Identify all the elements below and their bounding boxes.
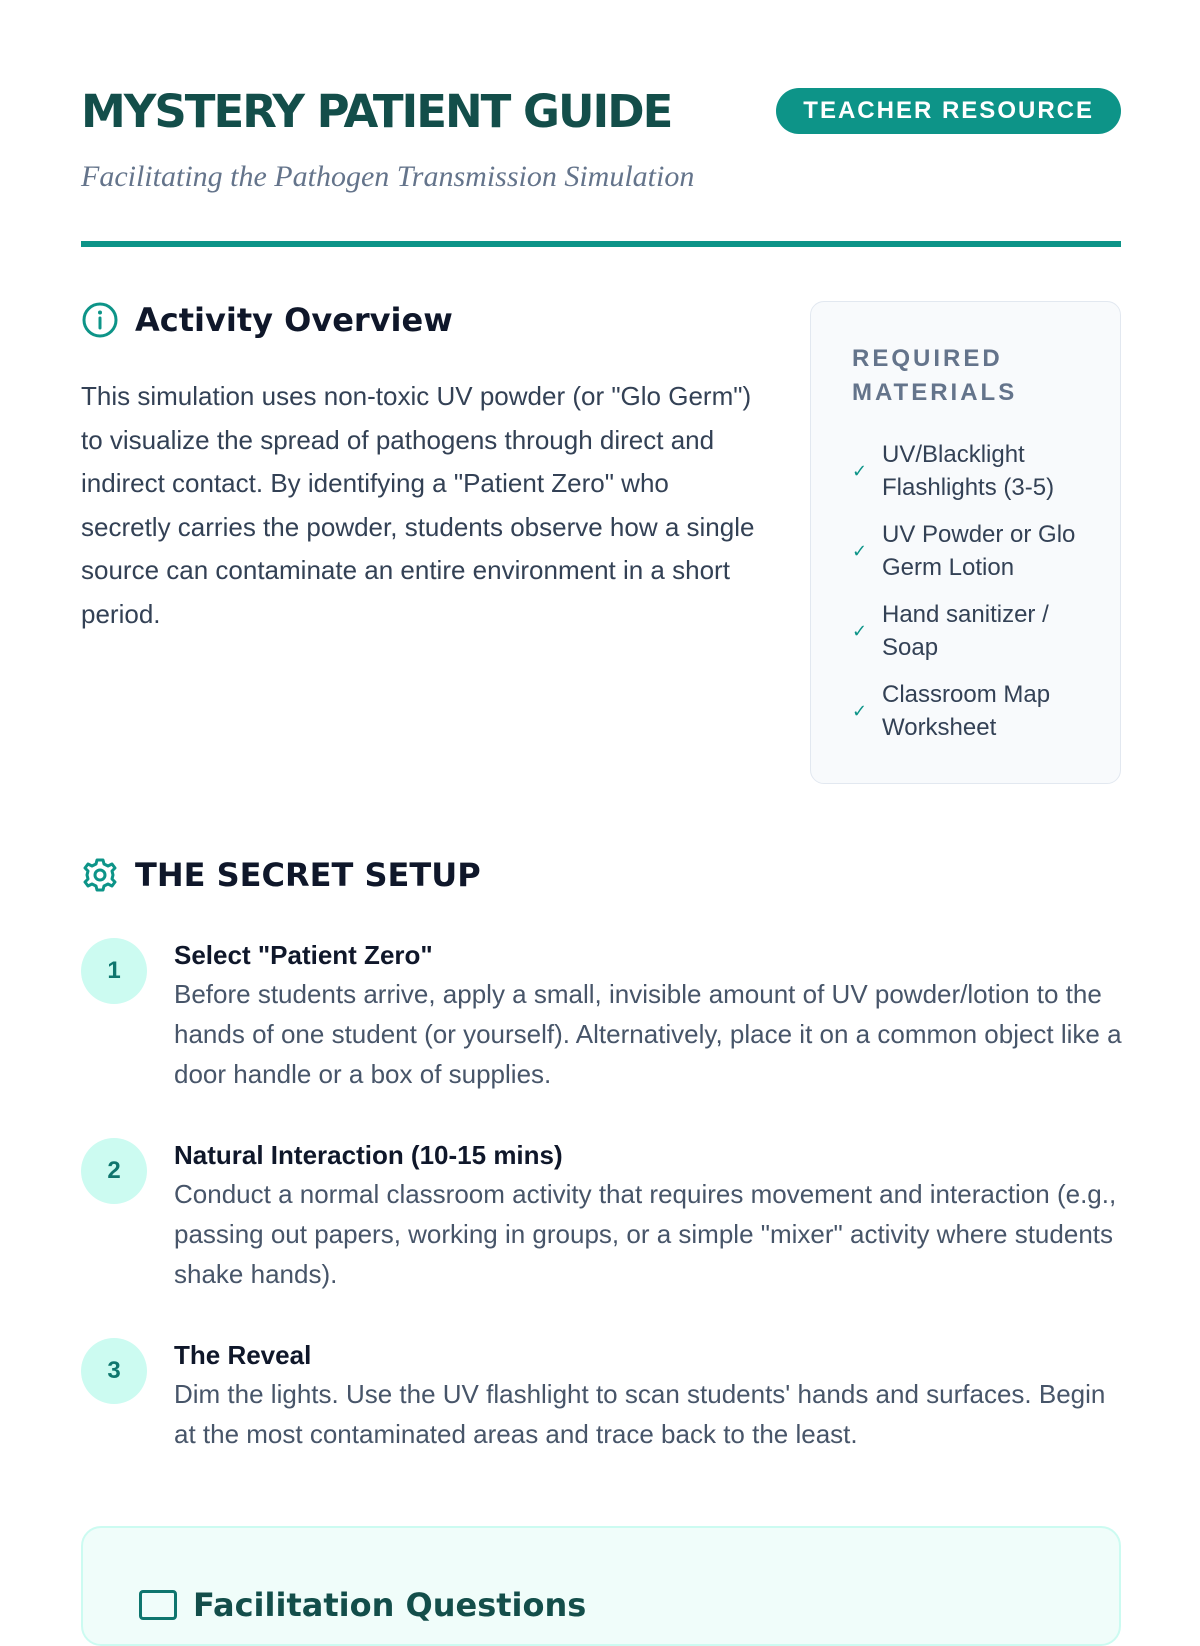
materials-panel [810, 301, 1121, 784]
list-item [852, 518, 1100, 584]
chat-icon [139, 1590, 177, 1620]
materials-title: REQUIRED MATERIALS [852, 345, 1018, 406]
setup-title: THE SECRET SETUP [135, 856, 481, 894]
check-icon: ✓ [852, 700, 868, 722]
teacher-resource-badge: TEACHER RESOURCE [776, 88, 1121, 134]
facilitation-title: Facilitation Questions [193, 1586, 587, 1624]
step-number: 2 [81, 1138, 147, 1204]
material-label: Hand sanitizer / Soap [882, 601, 1049, 661]
info-circle-icon [81, 301, 119, 339]
step-number: 3 [81, 1338, 147, 1404]
page-title: MYSTERY PATIENT GUIDE [81, 85, 672, 138]
header [81, 84, 1121, 204]
list-item [852, 678, 1100, 744]
step-description: Conduct a normal classroom activity that requires movement and interaction (e.g., passing out papers, working in groups, or a simple "mixer" activity where students shake hands). [174, 1179, 1117, 1289]
check-icon: ✓ [852, 620, 868, 642]
materials-list [852, 438, 1100, 744]
overview-paragraph: This simulation uses non-toxic UV powder (or "Glo Germ") to visualize the spread of pathogens through direct and indirect contact. By identifying a "Patient Zero" who secretly carries the powder, students observe how a single source can contaminate an entire environment in a short period. [81, 381, 755, 629]
material-label: UV/Blacklight Flashlights (3-5) [882, 441, 1055, 501]
step-description: Before students arrive, apply a small, invisible amount of UV powder/lotion to the hands of one student (or yourself). Alternatively, place it on a common object like a door handle or a box of supplies. [174, 979, 1122, 1089]
facilitation-heading [139, 1586, 586, 1624]
check-icon: ✓ [852, 540, 868, 562]
page-subtitle: Facilitating the Pathogen Transmission Simulation [81, 160, 695, 193]
gear-icon [81, 856, 119, 894]
material-label: Classroom Map Worksheet [882, 681, 1051, 741]
overview-heading [81, 301, 453, 339]
facilitation-card [81, 1526, 1121, 1646]
material-label: UV Powder or Glo Germ Lotion [882, 521, 1076, 581]
step-title: Select "Patient Zero" [174, 940, 433, 970]
list-item [852, 438, 1100, 504]
step-number: 1 [81, 938, 147, 1004]
check-icon: ✓ [852, 460, 868, 482]
header-divider [81, 241, 1121, 247]
step-description: Dim the lights. Use the UV flashlight to scan students' hands and surfaces. Begin at the most contaminated areas and trace back to the least. [174, 1379, 1106, 1449]
setup-heading [81, 856, 481, 894]
overview-title: Activity Overview [135, 301, 453, 339]
step-title: The Reveal [174, 1340, 312, 1370]
step-title: Natural Interaction (10-15 mins) [174, 1140, 563, 1170]
list-item [852, 598, 1100, 664]
